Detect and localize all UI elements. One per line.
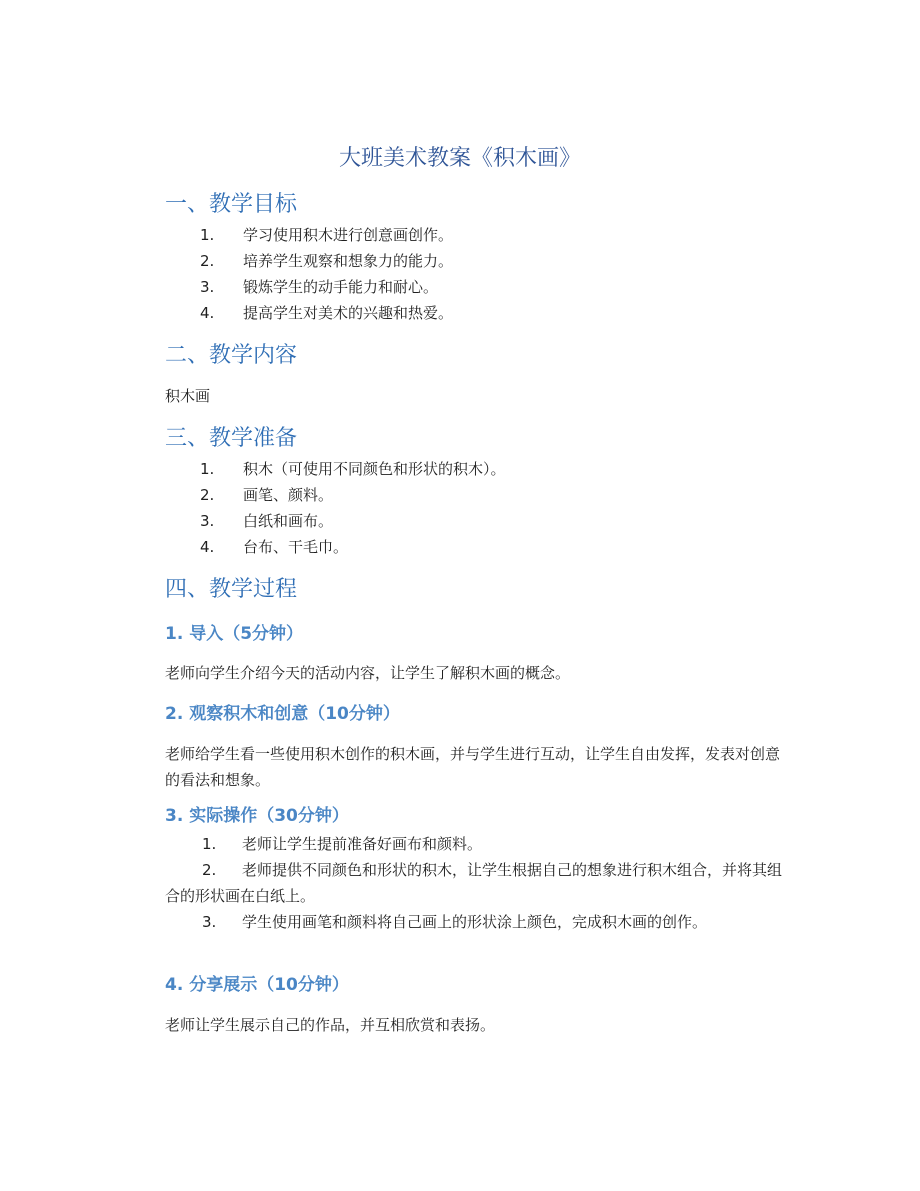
list-number: 4. xyxy=(200,304,215,322)
list-number: 2. xyxy=(200,252,215,270)
list-text: 锻炼学生的动手能力和耐心。 xyxy=(243,278,439,296)
list-text: 台布、干毛巾。 xyxy=(243,538,349,556)
list-number: 3. xyxy=(200,278,215,296)
step-intro-heading: 1. 导入（5分钟） xyxy=(165,624,304,644)
list-item xyxy=(0,482,920,508)
heading-teaching-content: 二、教学内容 xyxy=(165,343,298,368)
list-item xyxy=(0,300,920,326)
list-number: 3. xyxy=(200,512,215,530)
list-text: 老师提供不同颜色和形状的积木，让学生根据自己的想象进行积木组合，并将其组合的形状画在白纸上。 xyxy=(165,861,783,905)
list-item xyxy=(0,456,920,482)
content-text: 积木画 xyxy=(165,387,211,405)
list-item xyxy=(0,248,920,274)
list-item xyxy=(165,831,787,857)
list-number: 1. xyxy=(200,460,215,478)
heading-teaching-process: 四、教学过程 xyxy=(165,577,298,602)
step-share-text: 老师让学生展示自己的作品，并互相欣赏和表扬。 xyxy=(165,1016,496,1034)
step-observe-text xyxy=(165,741,785,793)
list-item xyxy=(165,909,787,935)
list-item xyxy=(0,534,920,560)
prep-list xyxy=(0,456,920,560)
list-number: 1. xyxy=(202,835,217,853)
list-item xyxy=(0,222,920,248)
list-text: 白纸和画布。 xyxy=(243,512,334,530)
document-title: 大班美术教案《积木画》 xyxy=(338,146,581,171)
list-number: 1. xyxy=(200,226,215,244)
list-text: 积木（可使用不同颜色和形状的积木）。 xyxy=(243,460,506,478)
step-observe-paragraph: 老师给学生看一些使用积木创作的积木画，并与学生进行互动，让学生自由发挥，发表对创意的看法和想象。 xyxy=(165,745,781,789)
heading-teaching-prep: 三、教学准备 xyxy=(165,426,298,451)
list-number: 4. xyxy=(200,538,215,556)
list-number: 2. xyxy=(202,861,217,879)
list-text: 画笔、颜料。 xyxy=(243,486,334,504)
step-practice-heading: 3. 实际操作（30分钟） xyxy=(165,806,349,826)
list-number: 3. xyxy=(202,913,217,931)
list-text: 提高学生对美术的兴趣和热爱。 xyxy=(243,304,454,322)
list-text: 学生使用画笔和颜料将自己画上的形状涂上颜色，完成积木画的创作。 xyxy=(242,913,708,931)
heading-teaching-goals: 一、教学目标 xyxy=(165,192,298,217)
list-text: 老师让学生提前准备好画布和颜料。 xyxy=(242,835,483,853)
step-observe-heading: 2. 观察积木和创意（10分钟） xyxy=(165,704,400,724)
step-intro-text: 老师向学生介绍今天的活动内容，让学生了解积木画的概念。 xyxy=(165,664,571,682)
list-text: 学习使用积木进行创意画创作。 xyxy=(243,226,454,244)
list-item xyxy=(165,857,787,909)
list-item xyxy=(0,508,920,534)
list-number: 2. xyxy=(200,486,215,504)
list-item xyxy=(0,274,920,300)
goals-list xyxy=(0,222,920,326)
step-share-heading: 4. 分享展示（10分钟） xyxy=(165,975,349,995)
list-text: 培养学生观察和想象力的能力。 xyxy=(243,252,454,270)
practice-list xyxy=(165,831,787,935)
